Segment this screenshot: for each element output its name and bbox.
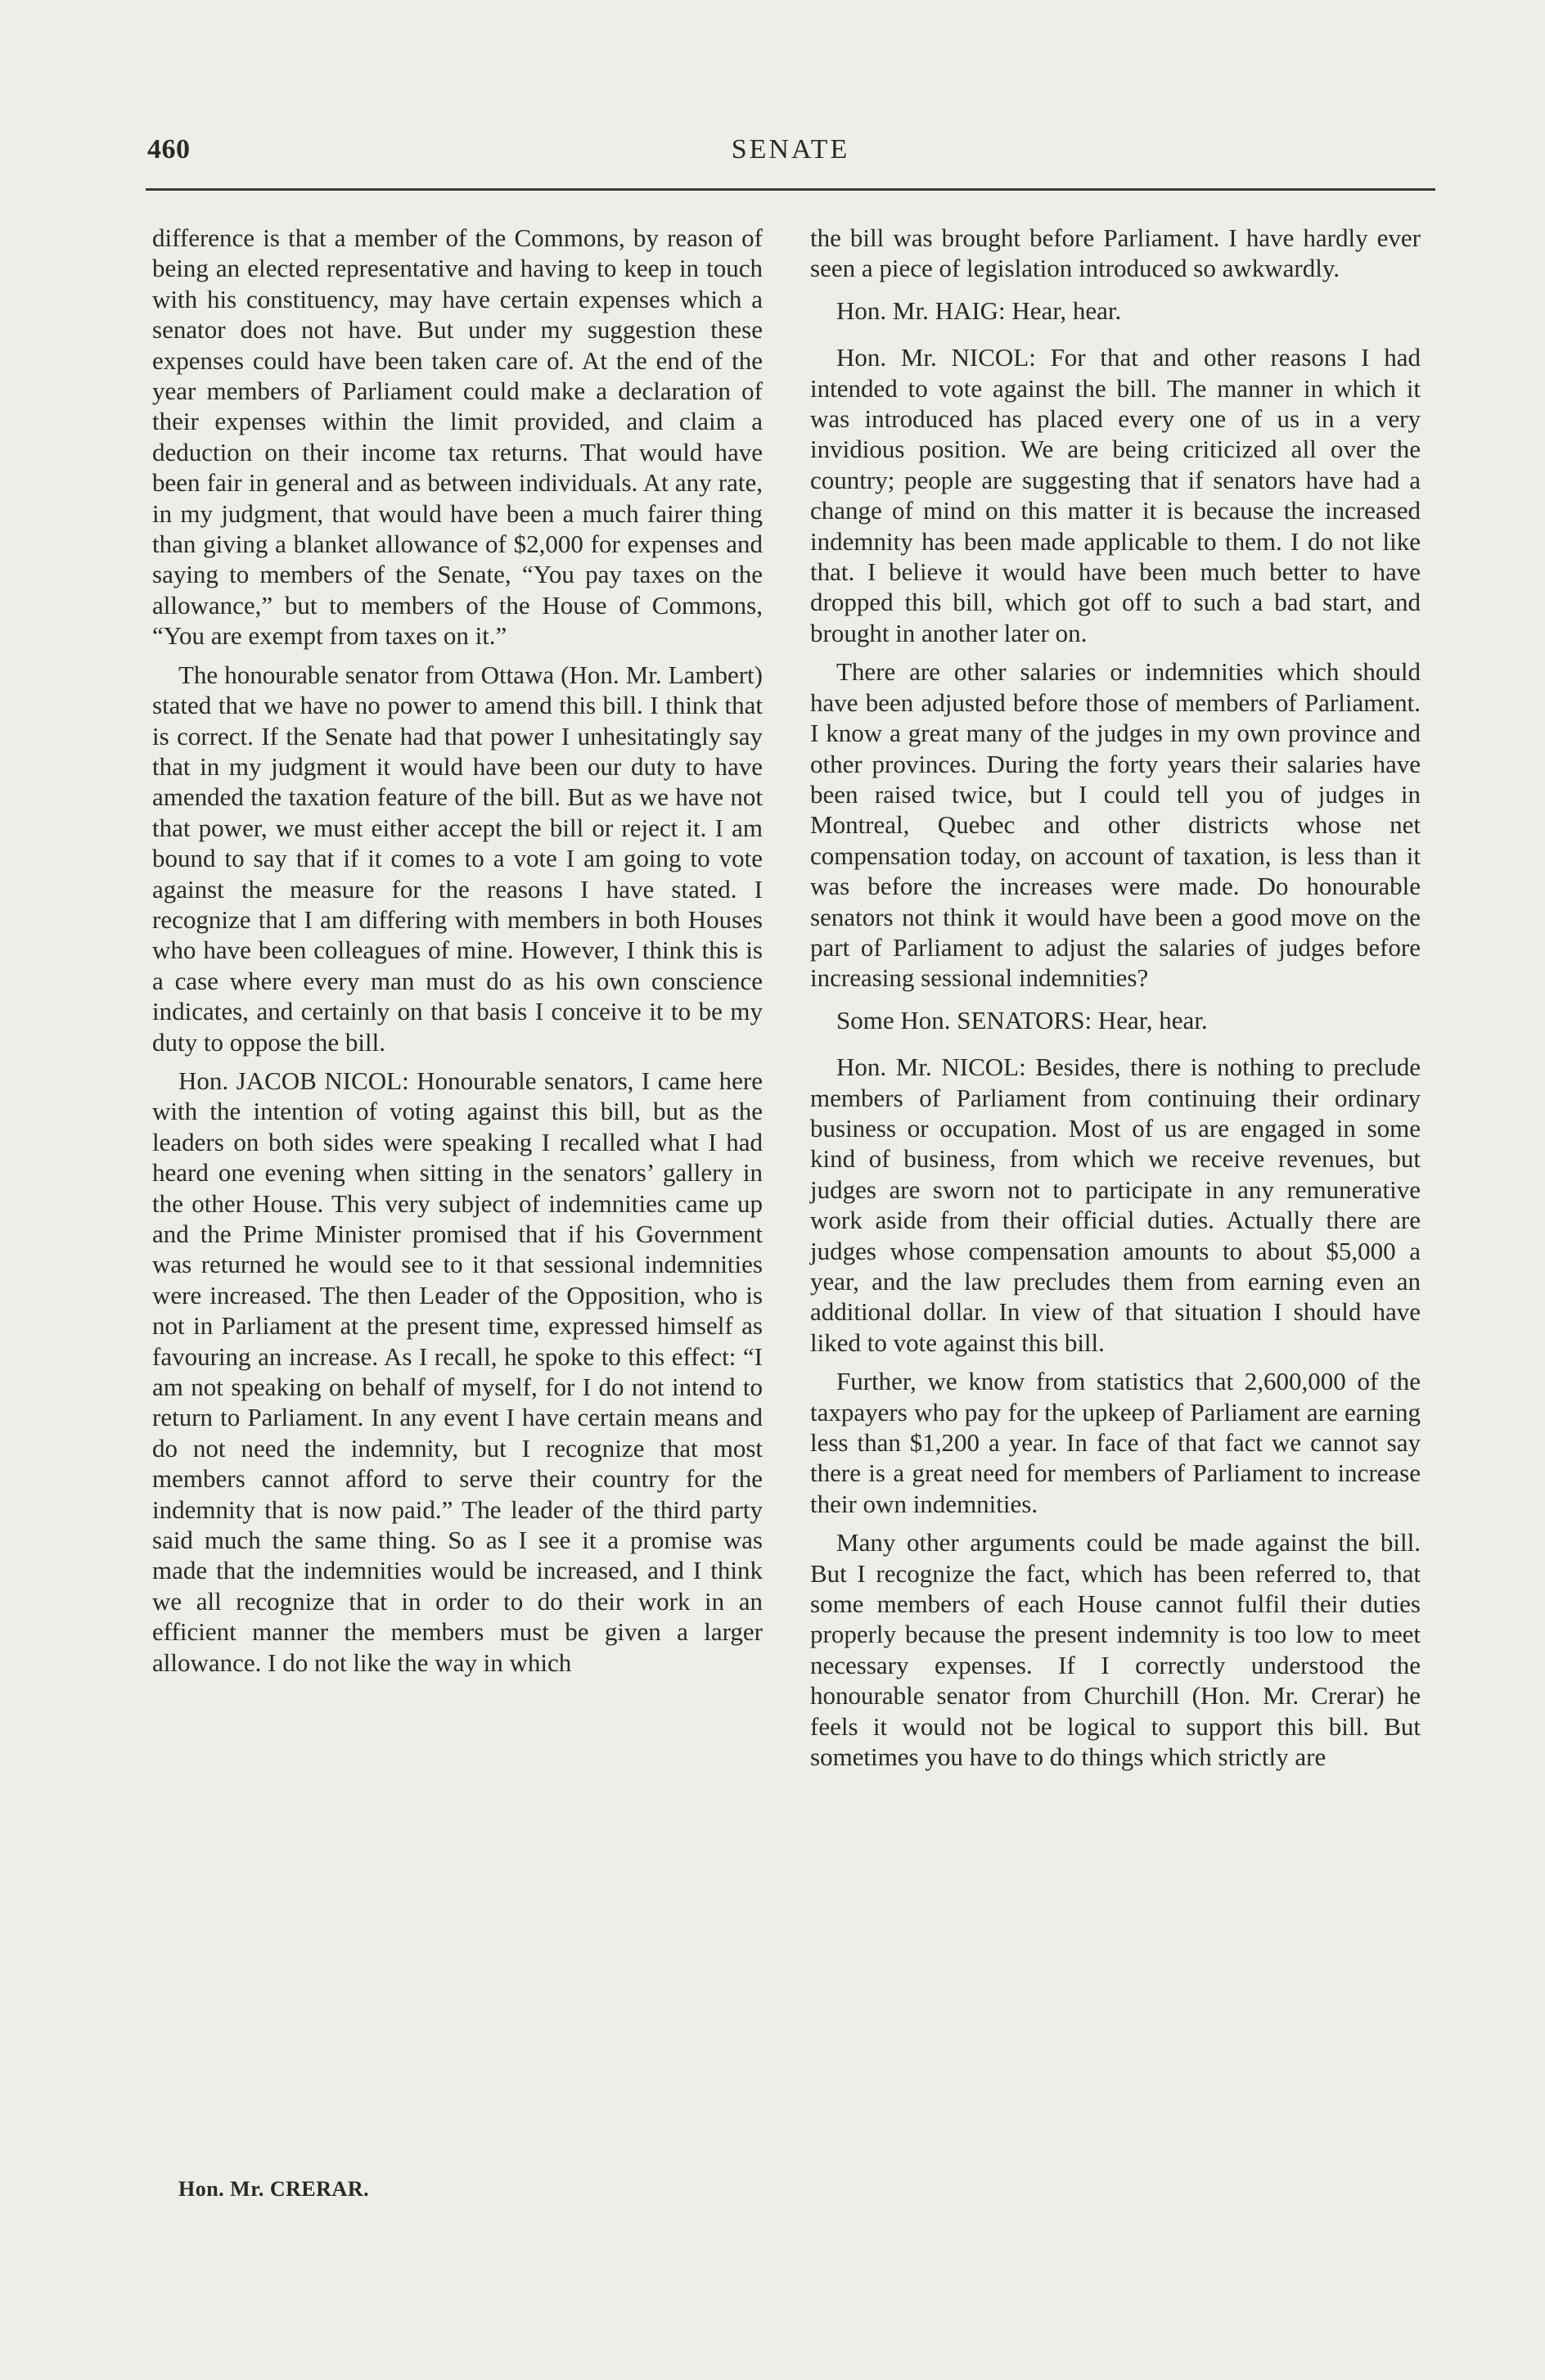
- paragraph: Further, we know from statistics that 2,600,000 of the taxpayers who pay for the upkeep of Parliament are earning less than $1,200 a year. In face of that fact we cannot say there is a great need for members of Parliament to increase their own indemnities.: [810, 1367, 1421, 1518]
- paragraph: Many other arguments could be made against the bill. But I recognize the fact, which has been referred to, that some members of each House cannot fulfil their duties properly because the present indemnity is too low to meet necessary expenses. If I correctly understood the honourable senator from Churchill (Hon. Mr. Crerar) he feels it would not be logical to support this bill. But sometimes you have to do things which strictly are: [810, 1528, 1421, 1772]
- paragraph: The honourable senator from Ottawa (Hon. Mr. Lambert) stated that we have no power to amend this bill. I think that is correct. If the Senate had that power I unhesitatingly say that in my judgment it would have been our duty to have amended the taxation feature of the bill. But as we have not that power, we must either accept the bill or reject it. I am bound to say that if it comes to a vote I am going to vote against the measure for the reasons I have stated. I recognize that I am differing with members in both Houses who have been colleagues of mine. However, I think this is a case where every man must do as his own conscience indicates, and certainly on that basis I conceive it to be my duty to oppose the bill.: [152, 660, 763, 1057]
- page-header: [147, 134, 1434, 183]
- left-column: [152, 223, 763, 1686]
- footer-speaker-note: Hon. Mr. CRERAR.: [178, 2177, 370, 2201]
- paragraph: Hon. JACOB NICOL: Honourable senators, I came here with the intention of voting against this bill, but as the leaders on both sides were speaking I recalled what I had heard one evening when sitting in the senators’ gallery in the other House. This very subject of indemnities came up and the Prime Minister promised that if his Government was returned he would see to it that sessional indemnities were increased. The then Leader of the Opposition, who is not in Parliament at the present time, expressed himself as favouring an increase. As I recall, he spoke to this effect: “I am not speaking on behalf of myself, for I do not intend to return to Parliament. In any event I have certain means and do not need the indemnity, but I recognize that most members cannot afford to serve their country for the indemnity that is now paid.” The leader of the third party said much the same thing. So as I see it a promise was made that the indemnities would be increased, and I think we all recognize that in order to do their work in an efficient manner the members must be given a larger allowance. I do not like the way in which: [152, 1066, 763, 1677]
- paragraph: Hon. Mr. NICOL: Besides, there is nothing to preclude members of Parliament from continuing their ordinary business or occupation. Most of us are engaged in some kind of business, from which we receive revenues, but judges are sworn not to participate in any remunerative work aside from their official duties. Actually there are judges whose compensation amounts to about $5,000 a year, and the law precludes them from earning even an additional dollar. In view of that situation I should have liked to vote against this bill.: [810, 1053, 1421, 1357]
- paragraph: the bill was brought before Parliament. I have hardly ever seen a piece of legislation introduced so awkwardly.: [810, 223, 1421, 283]
- interjection: Hon. Mr. HAIG: Hear, hear.: [836, 295, 1122, 325]
- paragraph: Hon. Mr. NICOL: For that and other reasons I had intended to vote against the bill. The manner in which it was introduced has placed every one of us in a very invidious position. We are being criticized all over the country; people are suggesting that if senators have had a change of mind on this matter it is because the increased indemnity has been made applicable to them. I do not like that. I believe it would have been much better to have dropped this bill, which got off to such a bad start, and brought in another later on.: [810, 343, 1421, 647]
- interjection: Some Hon. SENATORS: Hear, hear.: [836, 1005, 1208, 1034]
- paragraph: There are other salaries or indemnities which should have been adjusted before those of members of Parliament. I know a great many of the judges in my own province and other provinces. During the forty years their salaries have been raised twice, but I could tell you of judges in Montreal, Quebec and other districts whose net compensation today, on account of taxation, is less than it was before the increases were made. Do honourable senators not think it would have been a good move on the part of Parliament to adjust the salaries of judges before increasing sessional indemnities?: [810, 657, 1421, 993]
- page-number: 460: [147, 134, 191, 165]
- right-column: [810, 223, 1421, 1781]
- paragraph: difference is that a member of the Commons, by reason of being an elected representative and having to keep in touch with his constituency, may have certain expenses which a senator does not have. But under my suggestion these expenses could have been taken care of. At the end of the year members of Parliament could make a declaration of their expenses within the limit provided, and claim a deduction on their income tax returns. That would have been fair in general and as between individuals. At any rate, in my judgment, that would have been a much fairer thing than giving a blanket allowance of $2,000 for expenses and saying to members of the Senate, “You pay taxes on the allowance,” but to members of the House of Commons, “You are exempt from taxes on it.”: [152, 223, 763, 651]
- running-head: SENATE: [731, 134, 850, 165]
- header-rule: [146, 188, 1435, 191]
